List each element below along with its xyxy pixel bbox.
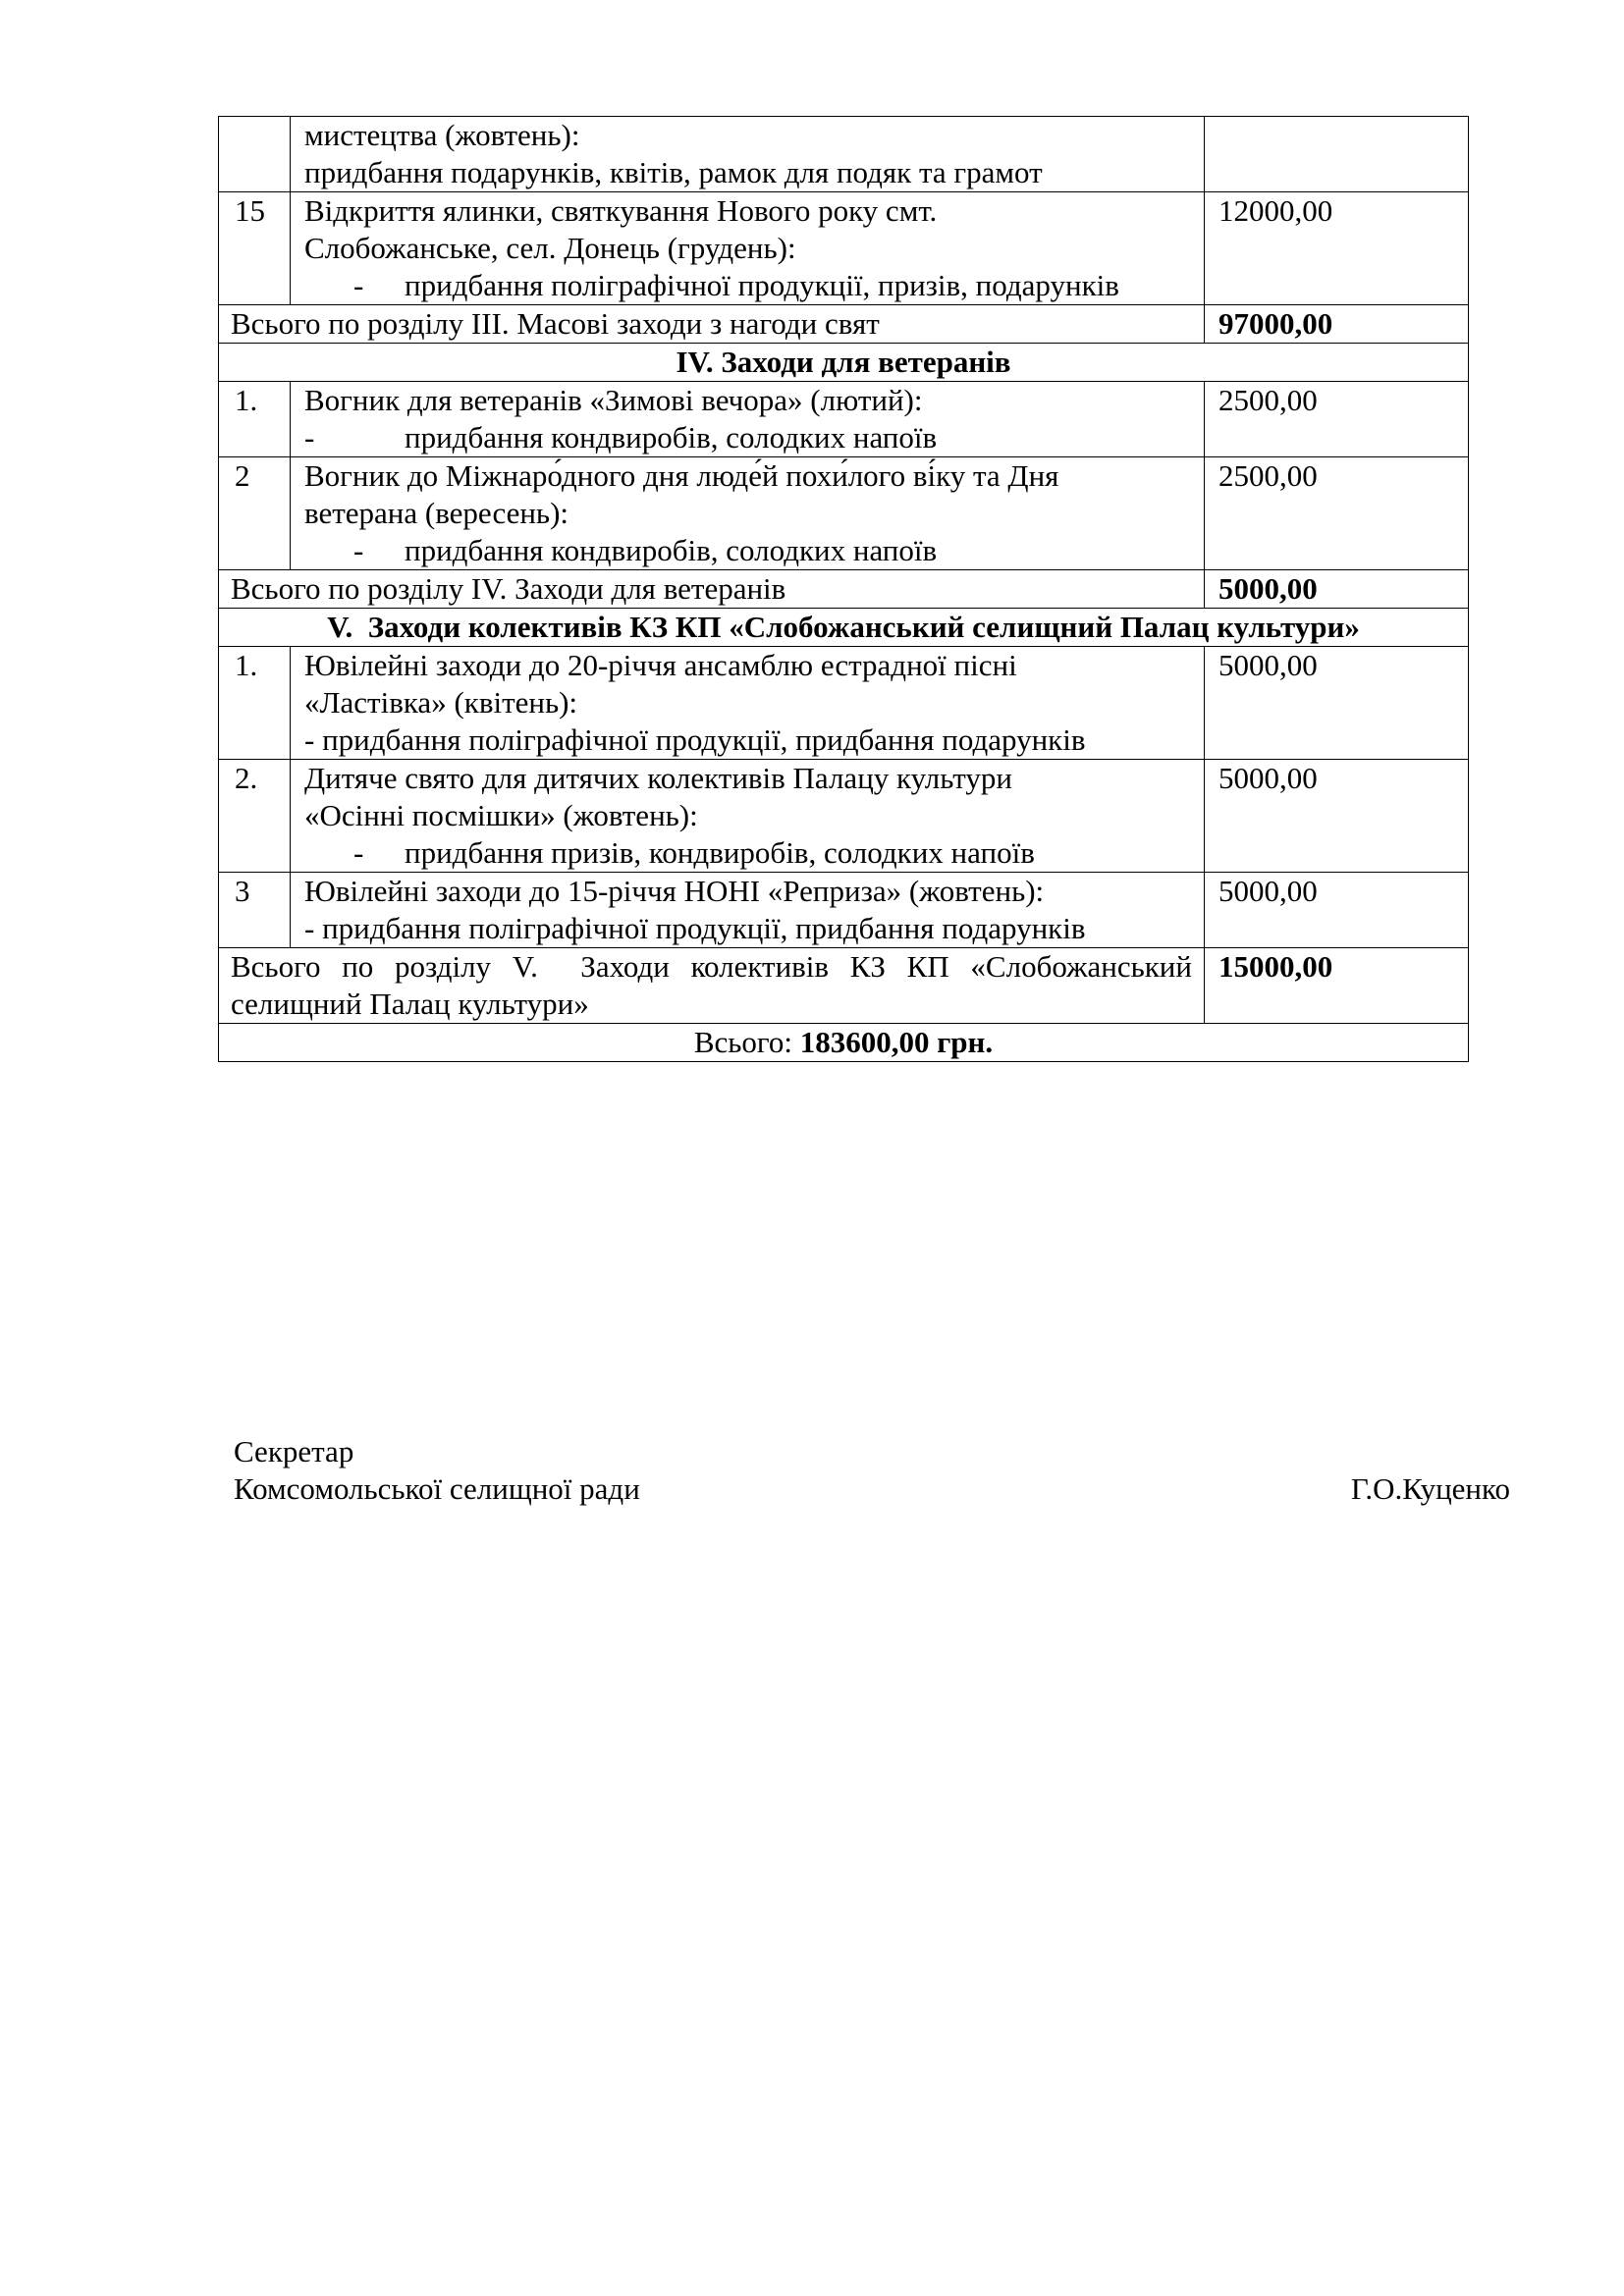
row-number: 3 [219,873,291,948]
table-row [219,647,1469,760]
section-total-amount: 15000,00 [1205,948,1469,1024]
section-header-row [219,344,1469,382]
grand-total-label: Всього: [693,1025,800,1059]
row-description: Ювілейні заходи до 15-річчя НОНІ «Реприза» (жовтень): - придбання поліграфічної продукції, придбання подарунків [291,873,1205,948]
section-total-amount: 97000,00 [1205,305,1469,344]
row-description: Відкриття ялинки, святкування Нового року смт. Слобожанське, сел. Донець (грудень): - придбання поліграфічної продукції, призів, подарунків [291,192,1205,305]
row-number: 1. [219,382,291,457]
table-row [219,117,1469,192]
table-row [219,873,1469,948]
section-total-row [219,570,1469,609]
row-number: 2 [219,457,291,570]
grand-total [219,1024,1469,1062]
row-number: 1. [219,647,291,760]
section-header-row [219,609,1469,647]
row-amount: 5000,00 [1205,873,1469,948]
section-header: V. Заходи колективів КЗ КП «Слобожанський селищний Палац культури» [219,609,1469,647]
row-description: Ювілейні заходи до 20-річчя ансамблю естрадної пісні «Ластівка» (квітень): - придбання поліграфічної продукції, придбання подарунків [291,647,1205,760]
section-total-label: Всього по розділу IV. Заходи для ветеранів [219,570,1205,609]
row-number [219,117,291,192]
budget-table [218,116,1469,1062]
row-description: Дитяче свято для дитячих колективів Палацу культури «Осінні посмішки» (жовтень): - придбання призів, кондвиробів, солодких напоїв [291,760,1205,873]
section-total-label: Всього по розділу ІІІ. Масові заходи з нагоди свят [219,305,1205,344]
row-amount: 12000,00 [1205,192,1469,305]
row-amount: 5000,00 [1205,760,1469,873]
table-row [219,382,1469,457]
table-row [219,457,1469,570]
table-row [219,760,1469,873]
row-number: 15 [219,192,291,305]
signature-title: Секретар [234,1434,354,1468]
section-total-row [219,305,1469,344]
row-description: Вогник до Міжнаро́дного дня люде́й похи́лого ві́ку та Дня ветерана (вересень): - придбання кондвиробів, солодких напоїв [291,457,1205,570]
row-number: 2. [219,760,291,873]
section-header: IV. Заходи для ветеранів [219,344,1469,382]
bullet-item: - придбання кондвиробів, солодких напоїв [353,533,938,567]
section-total-label: Всього по розділу V. Заходи колективів КЗ КП «Слобожанський селищний Палац культури» [219,948,1205,1024]
bullet-item: - придбання поліграфічної продукції, призів, подарунків [353,268,1119,302]
row-amount: 5000,00 [1205,647,1469,760]
section-total-row [219,948,1469,1024]
row-amount: 2500,00 [1205,457,1469,570]
grand-total-row [219,1024,1469,1062]
signature-name: Г.О.Куценко [1350,1471,1510,1506]
section-total-amount: 5000,00 [1205,570,1469,609]
row-amount [1205,117,1469,192]
bullet-item: - придбання призів, кондвиробів, солодких напоїв [353,835,1035,870]
row-description: Вогник для ветеранів «Зимові вечора» (лютий): - придбання кондвиробів, солодких напоїв [291,382,1205,457]
row-amount: 2500,00 [1205,382,1469,457]
row-description: мистецтва (жовтень): придбання подарунків, квітів, рамок для подяк та грамот [291,117,1205,192]
grand-total-amount: 183600,00 грн. [799,1025,994,1059]
signature-org: Комсомольської селищної ради [234,1471,640,1506]
bullet-item: - придбання кондвиробів, солодких напоїв [304,420,938,454]
table-row [219,192,1469,305]
signature-block [234,1433,1510,1508]
